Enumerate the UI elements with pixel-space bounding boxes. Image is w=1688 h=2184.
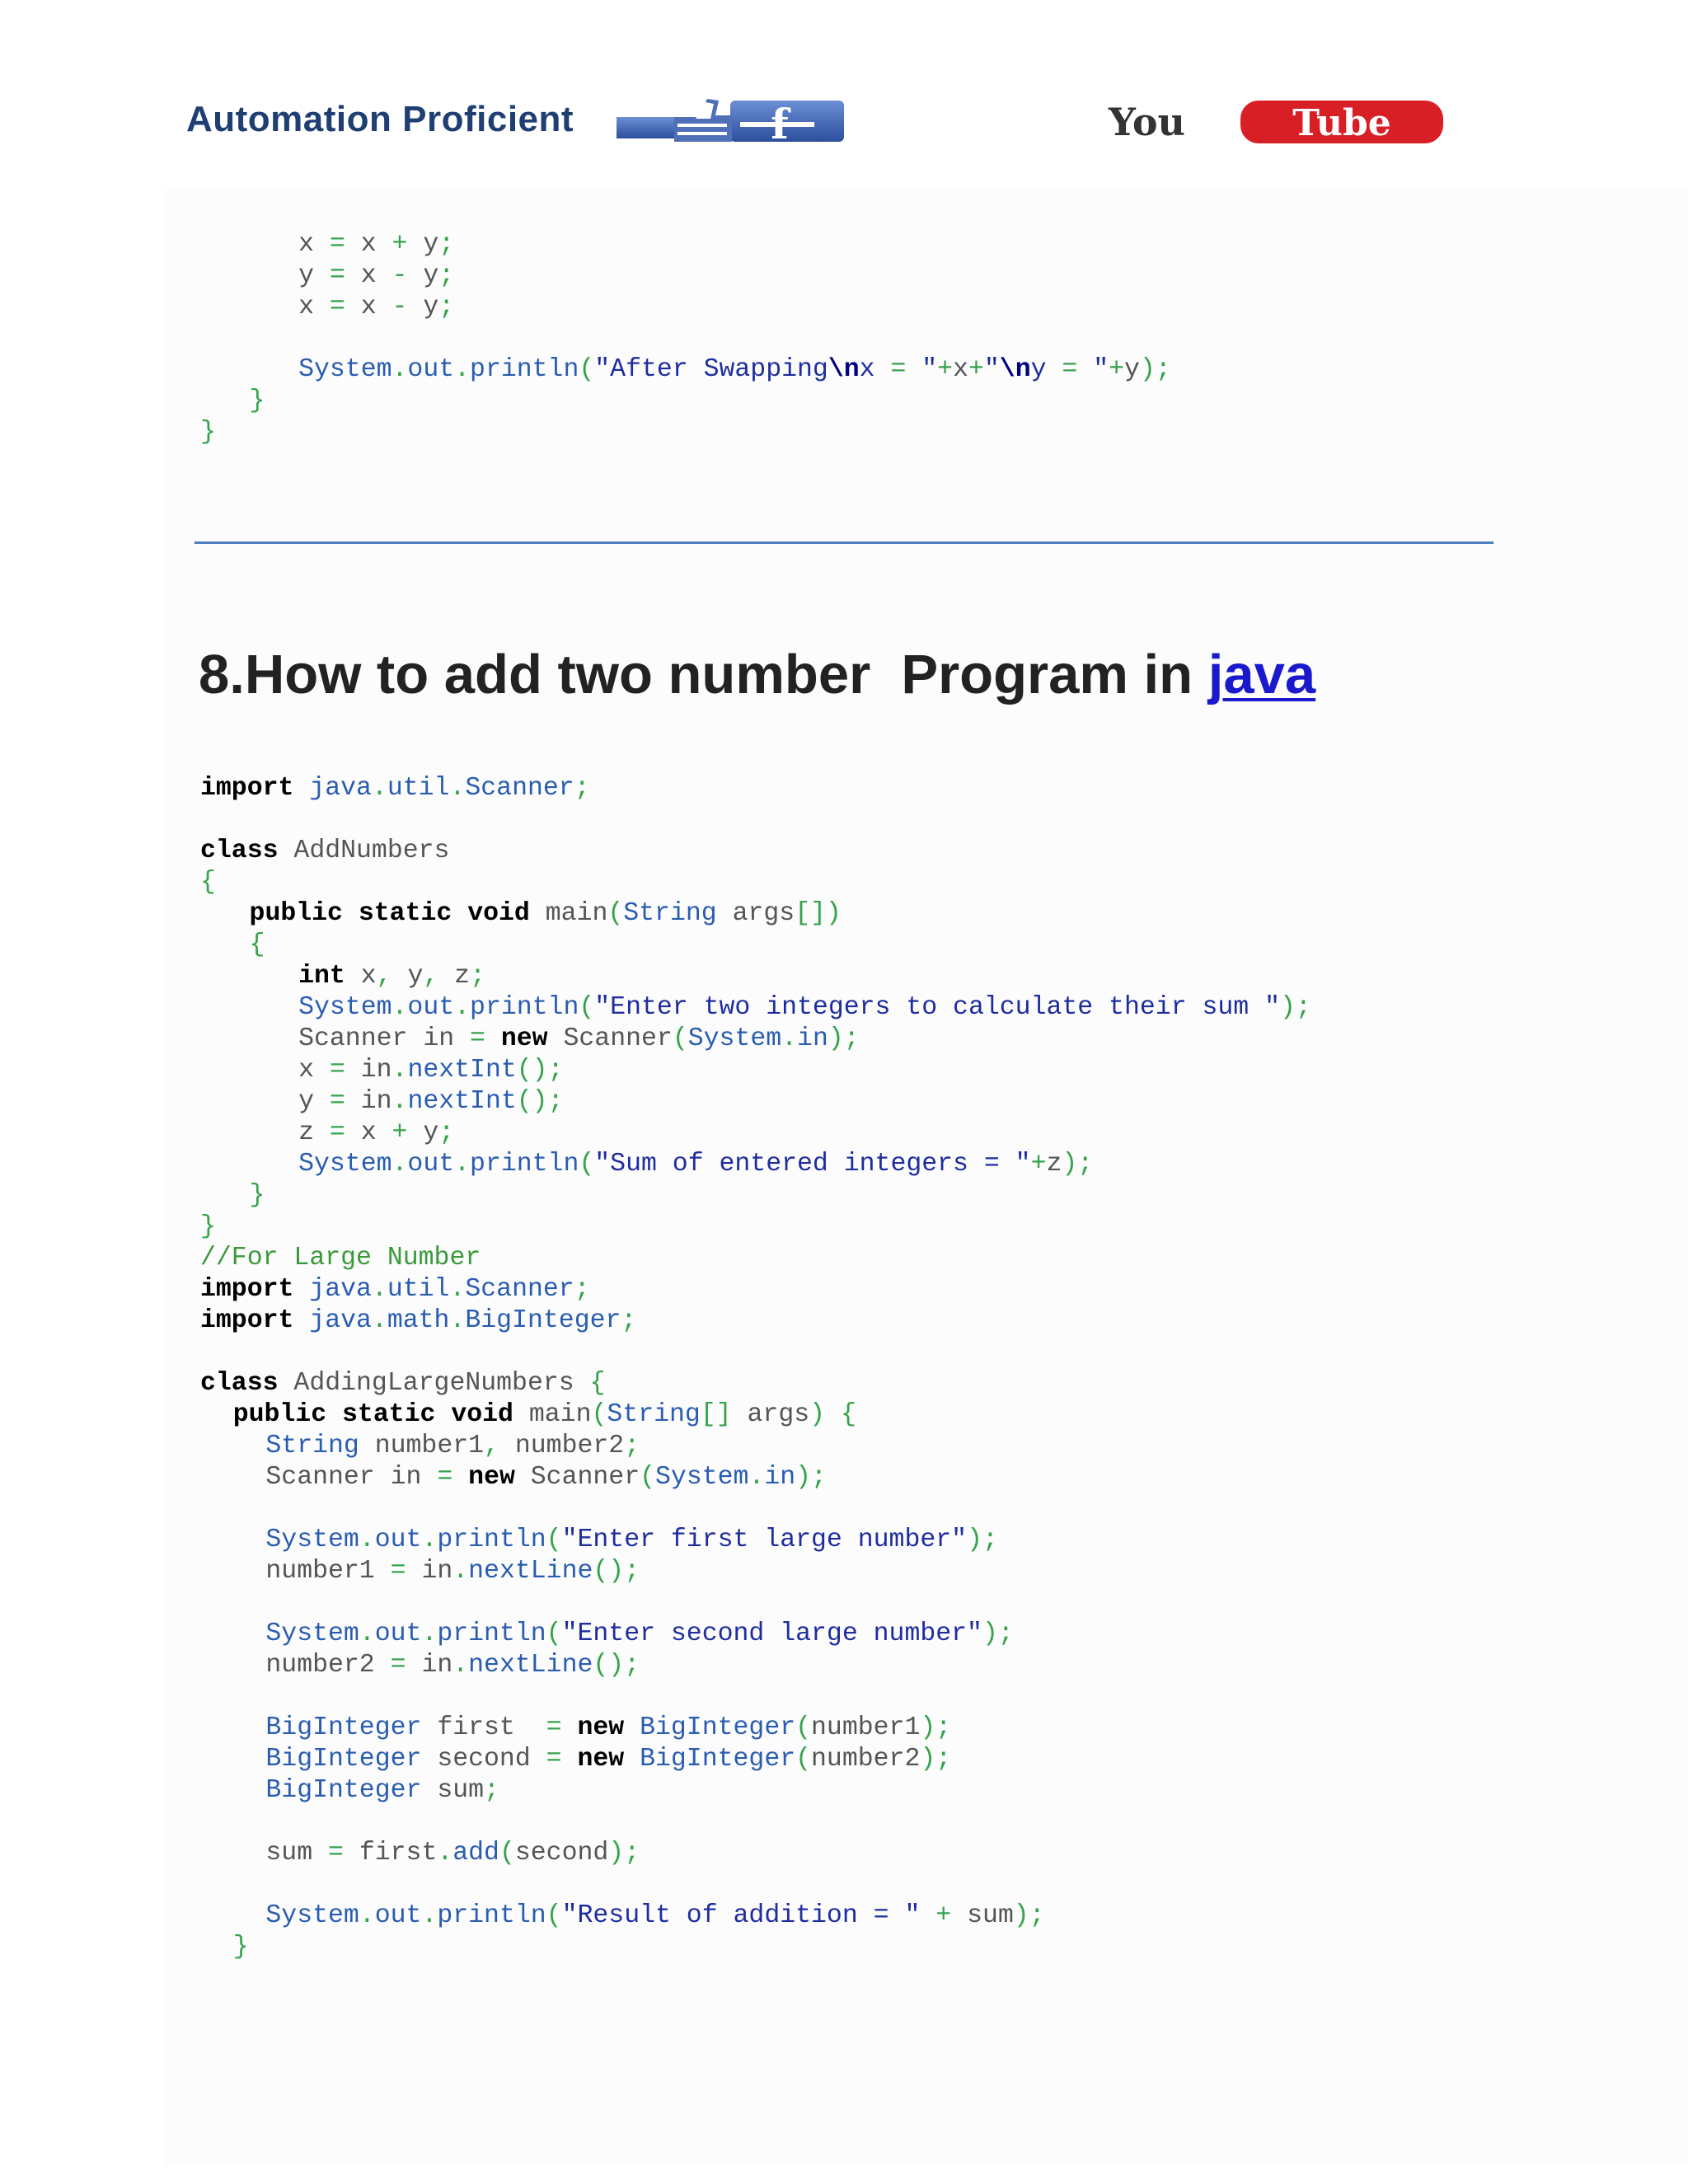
code-token: args bbox=[731, 1400, 810, 1429]
code-line bbox=[0, 1180, 1688, 1212]
code-token: in bbox=[407, 1024, 471, 1053]
code-token: in bbox=[374, 1463, 438, 1492]
code-token: } bbox=[200, 418, 216, 447]
code-token: number2 bbox=[265, 1651, 391, 1680]
code-token: BigInteger bbox=[265, 1745, 422, 1774]
code-token: System bbox=[298, 993, 392, 1022]
code-token: BigInteger bbox=[465, 1306, 621, 1335]
code-token: ( bbox=[579, 355, 595, 384]
code-token: , bbox=[376, 962, 408, 991]
code-token: + bbox=[1109, 355, 1125, 384]
code-token: util bbox=[387, 774, 450, 803]
code-token: BigInteger bbox=[265, 1776, 422, 1805]
code-token: println bbox=[437, 1901, 546, 1930]
code-token: main bbox=[513, 1400, 592, 1429]
youtube-logo[interactable] bbox=[1107, 97, 1445, 147]
code-token: ; bbox=[438, 261, 455, 290]
code-line bbox=[0, 836, 1688, 867]
code-token: in bbox=[360, 1056, 392, 1085]
code-token: = bbox=[546, 1713, 578, 1742]
code-token: nextInt bbox=[407, 1056, 517, 1085]
code-token: . bbox=[437, 1839, 453, 1868]
code-token: println bbox=[470, 993, 579, 1022]
code-token: = bbox=[329, 293, 361, 321]
code-token: = bbox=[328, 1839, 359, 1868]
code-token: java bbox=[293, 774, 372, 803]
code-token: ; bbox=[438, 230, 455, 259]
code-line bbox=[0, 1587, 1688, 1619]
code-token: Scanner bbox=[514, 1463, 640, 1492]
code-token: y bbox=[1124, 355, 1140, 384]
code-token: . bbox=[392, 1150, 408, 1179]
code-line bbox=[0, 1431, 1688, 1462]
code-token: y bbox=[423, 293, 439, 321]
code-token: ; bbox=[574, 774, 590, 803]
code-token: " bbox=[1093, 355, 1109, 384]
code-token: "Sum of entered integers = " bbox=[594, 1150, 1031, 1179]
code-token: . bbox=[748, 1463, 765, 1492]
code-line bbox=[0, 1243, 1688, 1274]
code-token: number2 bbox=[811, 1745, 921, 1774]
code-token: . bbox=[454, 355, 471, 384]
code-token: . bbox=[392, 1056, 408, 1085]
code-token: public bbox=[249, 899, 343, 928]
code-token: + bbox=[1030, 1150, 1047, 1179]
code-token: - bbox=[392, 293, 424, 321]
page-header bbox=[0, 0, 1688, 165]
code-token: ); bbox=[920, 1745, 952, 1774]
code-token bbox=[326, 1400, 342, 1429]
code-token: Scanner bbox=[465, 774, 574, 803]
code-block-swap-tail bbox=[0, 229, 1688, 448]
section-title: How to add two number Program in bbox=[244, 644, 1208, 705]
code-token bbox=[343, 899, 359, 928]
code-line bbox=[0, 1807, 1688, 1838]
code-token: . bbox=[421, 1526, 438, 1554]
code-token: ( bbox=[579, 993, 595, 1022]
code-token: ( bbox=[546, 1901, 562, 1930]
code-token: ); bbox=[1280, 993, 1311, 1022]
code-token: String bbox=[607, 1400, 701, 1429]
code-token: String bbox=[265, 1432, 359, 1460]
code-line bbox=[0, 961, 1688, 992]
code-token: out bbox=[374, 1901, 422, 1930]
code-token: sum bbox=[967, 1901, 1014, 1930]
code-token bbox=[435, 1400, 451, 1429]
code-token: sum bbox=[421, 1776, 485, 1805]
code-token: "After Swapping bbox=[594, 355, 828, 384]
code-token: second bbox=[421, 1745, 546, 1774]
code-token: System bbox=[298, 1150, 392, 1179]
code-token: println bbox=[437, 1526, 546, 1554]
code-token: } bbox=[249, 387, 265, 415]
section-heading bbox=[199, 643, 1315, 706]
code-token: . bbox=[449, 774, 466, 803]
code-line bbox=[0, 1055, 1688, 1086]
code-token: ( bbox=[640, 1463, 656, 1492]
code-token: System bbox=[655, 1463, 749, 1492]
code-token: + bbox=[937, 355, 954, 384]
code-token: ( bbox=[607, 899, 624, 928]
code-token: System bbox=[687, 1024, 782, 1053]
code-token: x bbox=[953, 355, 968, 384]
code-line bbox=[0, 1305, 1688, 1337]
code-token: String bbox=[623, 899, 717, 928]
code-token: (); bbox=[593, 1651, 640, 1680]
code-line bbox=[0, 1681, 1688, 1713]
code-line bbox=[0, 1118, 1688, 1149]
code-token: ; bbox=[624, 1432, 640, 1460]
code-token: number1 bbox=[265, 1557, 391, 1586]
code-token: public bbox=[232, 1400, 327, 1429]
code-line bbox=[0, 1086, 1688, 1118]
code-token: ( bbox=[591, 1400, 607, 1429]
code-token: int bbox=[298, 962, 345, 991]
code-token: in bbox=[764, 1463, 796, 1492]
code-token: \n bbox=[828, 355, 860, 384]
code-line bbox=[0, 898, 1688, 930]
code-token: out bbox=[407, 993, 455, 1022]
code-token: { bbox=[200, 868, 216, 897]
code-token: System bbox=[265, 1526, 359, 1554]
code-token: = bbox=[329, 1056, 361, 1085]
code-token: Scanner bbox=[465, 1275, 574, 1304]
code-line bbox=[0, 323, 1688, 354]
code-token: . bbox=[392, 1087, 408, 1116]
code-token: java bbox=[293, 1275, 372, 1304]
code-token: math bbox=[387, 1306, 450, 1335]
code-token: + bbox=[920, 1901, 968, 1930]
section-divider bbox=[195, 541, 1493, 544]
code-token: , bbox=[423, 962, 455, 991]
code-token: "Enter first large number" bbox=[561, 1526, 968, 1554]
code-line bbox=[0, 1399, 1688, 1431]
code-token: } bbox=[200, 1212, 216, 1241]
code-line bbox=[0, 1024, 1688, 1055]
code-line bbox=[0, 1493, 1688, 1525]
code-token: x bbox=[360, 1118, 392, 1147]
code-token: x bbox=[345, 962, 377, 991]
code-token: []) bbox=[795, 899, 842, 928]
code-token: . bbox=[371, 774, 387, 803]
code-token: = bbox=[390, 1651, 422, 1680]
code-token: x bbox=[360, 261, 392, 290]
code-token: ; bbox=[470, 962, 485, 991]
code-line bbox=[0, 1744, 1688, 1775]
code-token: ); bbox=[828, 1024, 860, 1053]
code-token: static bbox=[342, 1400, 436, 1429]
code-token: ; bbox=[438, 293, 455, 321]
code-token: = bbox=[1046, 355, 1094, 384]
code-token: //For Large Number bbox=[200, 1244, 481, 1272]
code-block-add-numbers bbox=[0, 773, 1688, 1963]
code-token: System bbox=[265, 1619, 359, 1648]
code-token: "Enter second large number" bbox=[561, 1619, 982, 1648]
code-token: x bbox=[298, 1056, 330, 1085]
code-token: in bbox=[360, 1087, 392, 1116]
code-token: z bbox=[1046, 1150, 1062, 1179]
code-token: new bbox=[468, 1463, 515, 1492]
code-token: import bbox=[200, 774, 294, 803]
code-token: out bbox=[407, 355, 455, 384]
code-token: = bbox=[329, 230, 361, 259]
code-token: void bbox=[467, 899, 530, 928]
code-line bbox=[0, 260, 1688, 292]
code-token: y bbox=[298, 261, 330, 290]
code-token: class bbox=[200, 1369, 279, 1398]
code-token: . bbox=[781, 1024, 798, 1053]
code-token: AddingLargeNumbers bbox=[278, 1369, 590, 1398]
code-line bbox=[0, 992, 1688, 1024]
code-token: Scanner bbox=[265, 1463, 375, 1492]
code-token: Scanner bbox=[547, 1024, 673, 1053]
code-line bbox=[0, 1337, 1688, 1368]
code-token: . bbox=[452, 1651, 469, 1680]
code-token: number1 bbox=[811, 1713, 921, 1742]
code-token: System bbox=[265, 1901, 359, 1930]
code-token: in bbox=[421, 1651, 453, 1680]
code-line bbox=[0, 229, 1688, 260]
code-token: x bbox=[298, 293, 330, 321]
code-line bbox=[0, 1619, 1688, 1650]
code-token: ); bbox=[982, 1619, 1014, 1648]
code-token: ; bbox=[438, 1118, 455, 1147]
code-token: y bbox=[423, 1118, 439, 1147]
code-line bbox=[0, 1274, 1688, 1305]
code-token: \n bbox=[999, 355, 1031, 384]
code-line bbox=[0, 292, 1688, 323]
code-token: y bbox=[423, 230, 439, 259]
code-token: System bbox=[298, 355, 392, 384]
code-token: x bbox=[298, 230, 330, 259]
code-line bbox=[0, 1368, 1688, 1399]
code-token: = bbox=[437, 1463, 469, 1492]
code-token: ); bbox=[608, 1839, 640, 1868]
code-token: - bbox=[392, 261, 424, 290]
code-token: add bbox=[452, 1839, 499, 1868]
code-token: second bbox=[514, 1839, 609, 1868]
code-token: import bbox=[200, 1275, 294, 1304]
code-token: number2 bbox=[514, 1432, 625, 1460]
code-token bbox=[452, 899, 467, 928]
code-token: = bbox=[329, 1118, 361, 1147]
code-token: out bbox=[374, 1526, 422, 1554]
code-token: " bbox=[983, 355, 1000, 384]
code-token: z bbox=[298, 1118, 330, 1147]
code-token: x bbox=[859, 355, 875, 384]
code-token: out bbox=[374, 1619, 422, 1648]
code-token: ); bbox=[1013, 1901, 1045, 1930]
code-token: } bbox=[249, 1181, 265, 1210]
code-line bbox=[0, 1713, 1688, 1744]
code-token: static bbox=[358, 899, 452, 928]
code-token: nextLine bbox=[468, 1651, 593, 1680]
brand-logo: Automation Proficient bbox=[186, 99, 574, 139]
code-token: . bbox=[421, 1619, 438, 1648]
code-token: in bbox=[421, 1557, 453, 1586]
code-token: (); bbox=[516, 1056, 564, 1085]
code-token: (); bbox=[516, 1087, 564, 1116]
code-token: [] bbox=[700, 1400, 732, 1429]
code-line bbox=[0, 773, 1688, 804]
code-token: nextLine bbox=[468, 1557, 593, 1586]
code-token: ); bbox=[920, 1713, 952, 1742]
code-token: = bbox=[390, 1557, 422, 1586]
code-token: println bbox=[470, 1150, 579, 1179]
code-token: = bbox=[329, 1087, 361, 1116]
code-token: ( bbox=[546, 1619, 562, 1648]
code-token: . bbox=[452, 1557, 469, 1586]
youtube-logo-tube: Tube bbox=[1292, 102, 1391, 144]
code-token: y bbox=[298, 1087, 330, 1116]
code-line bbox=[0, 804, 1688, 836]
code-token: = bbox=[470, 1024, 501, 1053]
code-token: out bbox=[407, 1150, 455, 1179]
code-token: ); bbox=[1062, 1150, 1094, 1179]
code-token: "Result of addition = " bbox=[561, 1901, 921, 1930]
code-token: { bbox=[249, 930, 265, 959]
code-token: . bbox=[371, 1275, 387, 1304]
code-token: sum bbox=[265, 1839, 329, 1868]
code-token: , bbox=[484, 1432, 515, 1460]
code-token: ; bbox=[621, 1306, 637, 1335]
code-line bbox=[0, 1650, 1688, 1681]
code-token: println bbox=[437, 1619, 546, 1648]
code-token: ( bbox=[795, 1713, 812, 1742]
code-token: void bbox=[451, 1400, 513, 1429]
code-token: new bbox=[577, 1713, 625, 1742]
code-token: ( bbox=[546, 1526, 562, 1554]
code-token: = bbox=[874, 355, 922, 384]
code-line bbox=[0, 1838, 1688, 1869]
code-line bbox=[0, 354, 1688, 386]
code-token: . bbox=[359, 1901, 375, 1930]
code-token: in bbox=[797, 1024, 828, 1053]
code-token: class bbox=[200, 837, 279, 865]
code-token: new bbox=[577, 1745, 625, 1774]
code-token: nextInt bbox=[407, 1087, 517, 1116]
code-token: import bbox=[200, 1306, 294, 1335]
code-token: z bbox=[454, 962, 471, 991]
code-token: ( bbox=[579, 1150, 595, 1179]
code-token: x bbox=[360, 293, 392, 321]
code-token: . bbox=[454, 993, 471, 1022]
code-line bbox=[0, 1462, 1688, 1493]
code-token: y bbox=[423, 261, 439, 290]
code-token: ( bbox=[499, 1839, 515, 1868]
code-token: + bbox=[392, 1118, 424, 1147]
code-token: . bbox=[449, 1306, 466, 1335]
code-token: = bbox=[546, 1745, 578, 1774]
code-token: . bbox=[392, 355, 408, 384]
code-token: AddNumbers bbox=[278, 837, 450, 865]
code-line bbox=[0, 1556, 1688, 1587]
code-token: new bbox=[500, 1024, 548, 1053]
code-line bbox=[0, 1149, 1688, 1180]
code-token: ; bbox=[484, 1776, 499, 1805]
code-token: " bbox=[921, 355, 938, 384]
facebook-like-icon[interactable] bbox=[617, 97, 846, 145]
section-number: 8. bbox=[199, 644, 245, 705]
code-token: . bbox=[392, 993, 408, 1022]
code-token: ( bbox=[672, 1024, 688, 1053]
code-line bbox=[0, 1900, 1688, 1932]
code-line bbox=[0, 386, 1688, 417]
youtube-logo-you: You bbox=[1109, 100, 1185, 144]
code-token: ); bbox=[967, 1526, 998, 1554]
code-token: Scanner bbox=[298, 1024, 408, 1053]
code-token: number1 bbox=[359, 1432, 485, 1460]
code-token: . bbox=[454, 1150, 471, 1179]
code-token: + bbox=[968, 355, 984, 384]
code-line bbox=[0, 1932, 1688, 1963]
code-token: } bbox=[232, 1933, 249, 1961]
code-token: first bbox=[359, 1839, 438, 1868]
code-token: println bbox=[470, 355, 579, 384]
code-line bbox=[0, 1212, 1688, 1243]
code-token: java bbox=[293, 1306, 372, 1335]
code-token: BigInteger bbox=[624, 1713, 796, 1742]
code-line bbox=[0, 1869, 1688, 1900]
code-line bbox=[0, 867, 1688, 898]
code-token: { bbox=[589, 1369, 606, 1398]
code-token: . bbox=[359, 1526, 375, 1554]
code-token: . bbox=[371, 1306, 387, 1335]
code-token: first bbox=[421, 1713, 546, 1742]
code-token: (); bbox=[593, 1557, 640, 1586]
code-token: util bbox=[387, 1275, 450, 1304]
code-token: ); bbox=[795, 1463, 827, 1492]
code-token: y bbox=[407, 962, 424, 991]
code-token: BigInteger bbox=[265, 1713, 422, 1742]
code-token: + bbox=[392, 230, 424, 259]
code-token: . bbox=[449, 1275, 466, 1304]
code-token: . bbox=[421, 1901, 438, 1930]
code-line bbox=[0, 1525, 1688, 1556]
code-token: "Enter two integers to calculate their sum " bbox=[594, 993, 1281, 1022]
code-token: BigInteger bbox=[624, 1745, 796, 1774]
code-token: y bbox=[1030, 355, 1047, 384]
code-token: ( bbox=[795, 1745, 812, 1774]
code-token: ); bbox=[1139, 355, 1171, 384]
code-token: main bbox=[529, 899, 608, 928]
code-token: ; bbox=[574, 1275, 590, 1304]
code-token: = bbox=[329, 261, 361, 290]
code-token: x bbox=[360, 230, 392, 259]
code-line bbox=[0, 417, 1688, 448]
code-line bbox=[0, 930, 1688, 961]
code-line bbox=[0, 1775, 1688, 1807]
java-link[interactable]: java bbox=[1207, 644, 1316, 705]
code-token: ) { bbox=[809, 1400, 856, 1429]
code-token: args bbox=[716, 899, 795, 928]
code-token: . bbox=[359, 1619, 375, 1648]
